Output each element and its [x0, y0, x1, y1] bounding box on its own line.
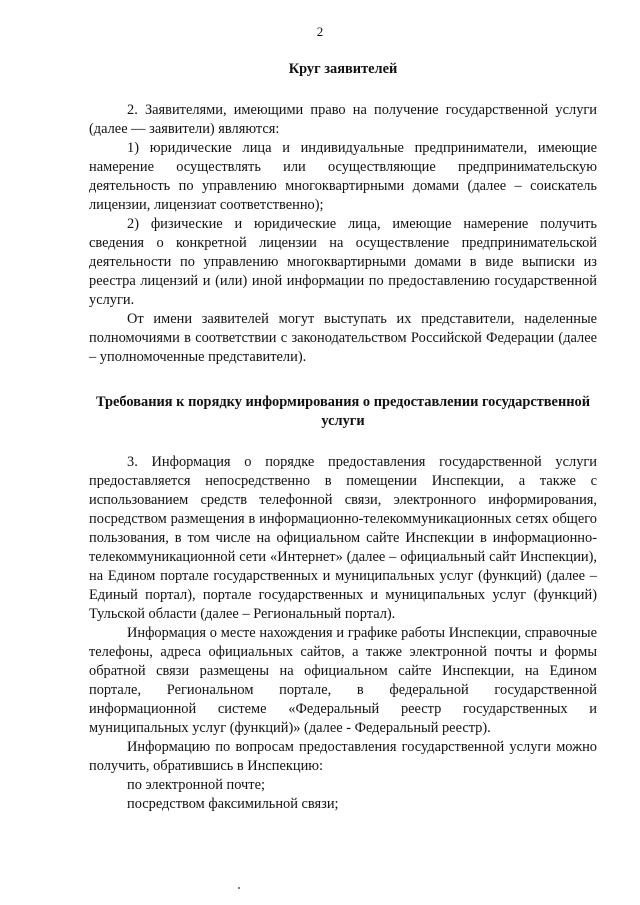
section-heading-informing: Требования к порядку информирования о предоставлении государственной услуги — [95, 394, 591, 429]
paragraph-applicants-item-1: 1) юридические лица и индивидуальные предприниматели, имеющие намерение осуществлять или осуществляющие предпринимательскую деятельность по управлению многоквартирными домами (далее – соискатель лицензии, лицензиат соответственно); — [89, 140, 597, 213]
section-heading-applicants: Круг заявителей — [288, 61, 398, 77]
paragraph-info-contact: Информацию по вопросам предоставления государственной услуги можно получить, обратившись в Инспекцию: — [89, 739, 597, 774]
scan-speck — [238, 887, 240, 889]
list-item-fax: посредством факсимильной связи; — [127, 796, 339, 812]
paragraph-info-location: Информация о месте нахождения и графике работы Инспекции, справочные телефоны, адреса официальных сайтов, а также электронной почты и формы обратной связи размещены на официальном сайте Инспекции, на Едином портале, Региональном портале, в федеральной государственной информационной системе «Федеральный реестр государственных и муниципальных услуг (функций)» (далее - Федеральный реестр). — [89, 625, 597, 736]
paragraph-applicants-item-2: 2) физические и юридические лица, имеющие намерение получить сведения о конкретной лицензии на осуществление предпринимательской деятельности по управлению многоквартирными домами в виде выписки из реестра лицензий и (или) иной информации по предоставлению государственной услуги. — [89, 216, 597, 308]
paragraph-info-order: 3. Информация о порядке предоставления государственной услуги предоставляется непосредственно в помещении Инспекции, а также с использованием средств телефонной связи, электронного информирования, посредством размещения в информационно-телекоммуникационных сетях общего пользования, в том числе на официальном сайте Инспекции в информационно-телекоммуникационной сети «Интернет» (далее – официальный сайт Инспекции), на Едином портале государственных и муниципальных услуг (функций) (далее – Единый портал), портале государственных и муниципальных услуг (функций) Тульской области (далее – Региональный портал). — [89, 454, 597, 622]
list-item-email: по электронной почте; — [127, 777, 265, 793]
document-body — [89, 60, 597, 814]
page-number: 2 — [316, 24, 324, 39]
paragraph-representatives: От имени заявителей могут выступать их представители, наделенные полномочиями в соответствии с законодательством Российской Федерации (далее – уполномоченные представители). — [89, 311, 597, 365]
paragraph-applicants-intro: 2. Заявителями, имеющими право на получение государственной услуги (далее — заявители) являются: — [89, 102, 597, 137]
